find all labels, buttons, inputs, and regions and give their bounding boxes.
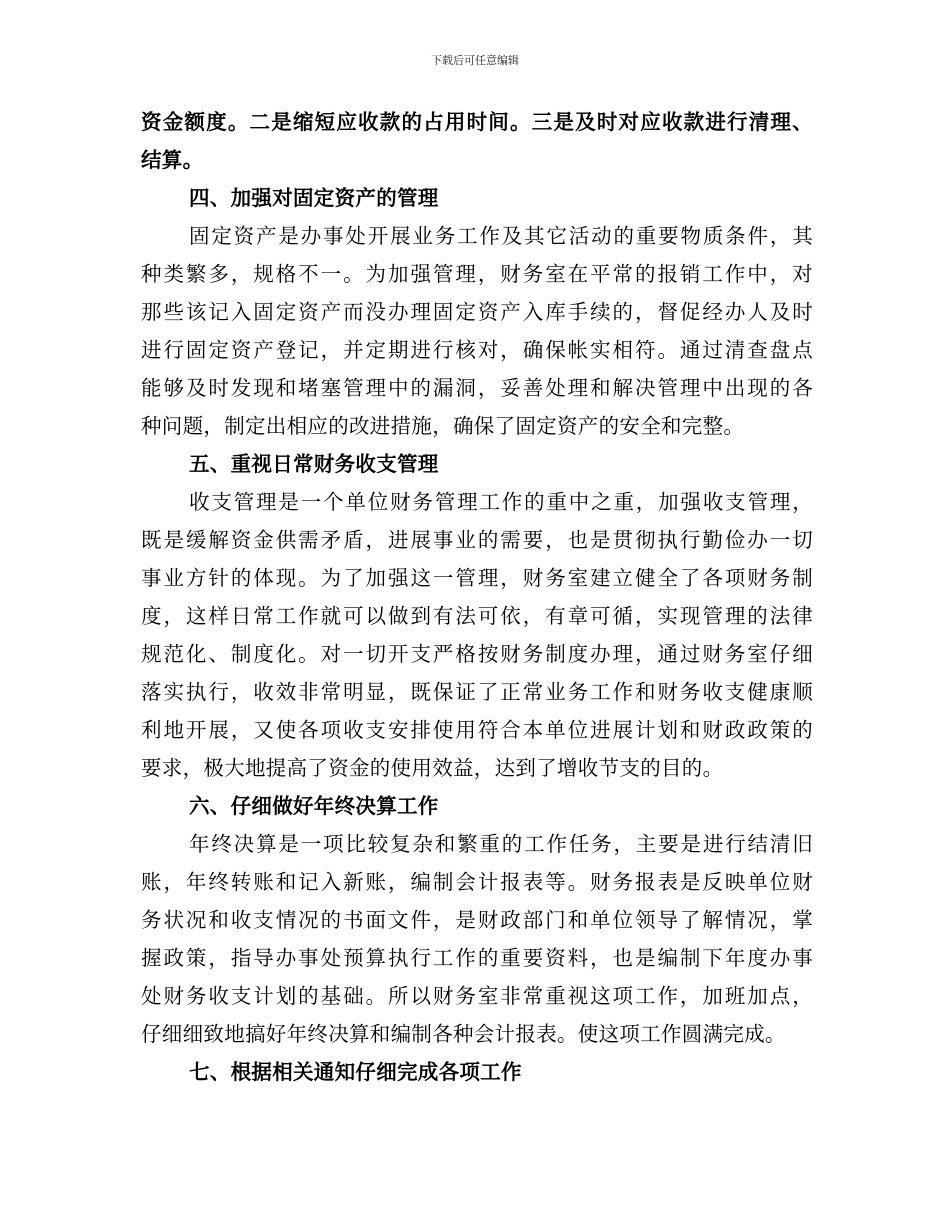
section-heading: 四、加强对固定资产的管理 <box>189 186 439 210</box>
body-line: 利地开展，又使各项收支安排使用符合本单位进展计划和财政政策的 <box>141 718 813 742</box>
body-line: 处财务收支计划的基础。所以财务室非常重视这项工作，加班加点， <box>141 984 813 1008</box>
body-line: 进行固定资产登记，并定期进行核对，确保帐实相符。通过清查盘点 <box>141 338 813 362</box>
body-line: 种问题，制定出相应的改进措施，确保了固定资产的安全和完整。 <box>141 414 745 438</box>
body-line: 仔细细致地搞好年终决算和编制各种会计报表。使这项工作圆满完成。 <box>141 1022 786 1046</box>
body-line: 那些该记入固定资产而没办理固定资产入库手续的，督促经办人及时 <box>141 300 813 324</box>
page-header: 下载后可任意编辑 <box>431 54 519 67</box>
body-line: 种类繁多，规格不一。为加强管理，财务室在平常的报销工作中，对 <box>141 262 813 286</box>
paragraph-first-line: 固定资产是办事处开展业务工作及其它活动的重要物质条件，其 <box>189 224 813 248</box>
body-line: 既是缓解资金供需矛盾，进展事业的需要，也是贯彻执行勤俭办一切 <box>141 528 813 552</box>
body-line: 能够及时发现和堵塞管理中的漏洞，妥善处理和解决管理中出现的各 <box>141 376 813 400</box>
section-heading: 七、根据相关通知仔细完成各项工作 <box>189 1060 522 1084</box>
document-body <box>141 103 813 1091</box>
paragraph-first-line: 年终决算是一项比较复杂和繁重的工作任务，主要是进行结清旧 <box>189 832 813 856</box>
body-line: 账，年终转账和记入新账，编制会计报表等。财务报表是反映单位财 <box>141 870 813 894</box>
body-line: 要求，极大地提高了资金的使用效益，达到了增收节支的目的。 <box>141 756 724 780</box>
body-line: 度，这样日常工作就可以做到有法可依，有章可循，实现管理的法律 <box>141 604 813 628</box>
body-line: 结算。 <box>141 148 204 172</box>
body-line: 规范化、制度化。对一切开支严格按财务制度办理，通过财务室仔细 <box>141 642 813 666</box>
body-line: 资金额度。二是缩短应收款的占用时间。三是及时对应收款进行清理、 <box>141 110 813 134</box>
paragraph-first-line: 收支管理是一个单位财务管理工作的重中之重，加强收支管理， <box>189 490 813 514</box>
body-line: 落实执行，收效非常明显，既保证了正常业务工作和财务收支健康顺 <box>141 680 813 704</box>
body-line: 务状况和收支情况的书面文件，是财政部门和单位领导了解情况，掌 <box>141 908 813 932</box>
section-heading: 六、仔细做好年终决算工作 <box>189 794 439 818</box>
section-heading: 五、重视日常财务收支管理 <box>189 452 439 476</box>
body-line: 握政策，指导办事处预算执行工作的重要资料，也是编制下年度办事 <box>141 946 813 970</box>
body-line: 事业方针的体现。为了加强这一管理，财务室建立健全了各项财务制 <box>141 566 813 590</box>
